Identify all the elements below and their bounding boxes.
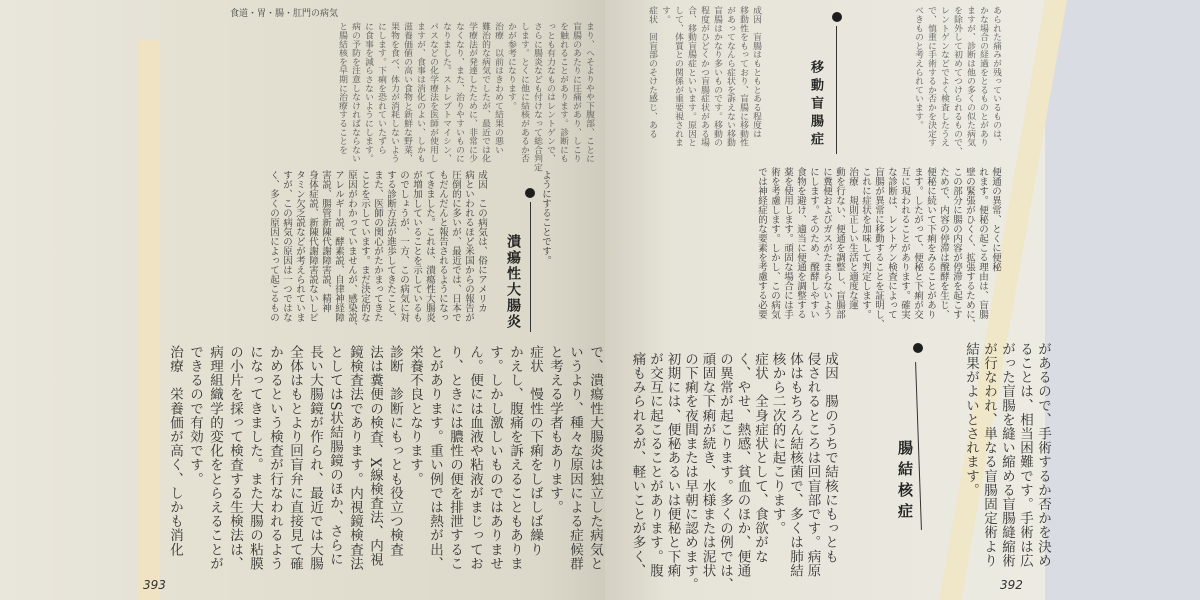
page-number-left: 393 xyxy=(143,578,166,592)
text-column: にします。下痢を恐れていたずら xyxy=(376,22,386,154)
text-column: 症状 慢性の下痢をしばしば繰り xyxy=(527,345,543,557)
text-column: 痛もみられるが、軽いことが多く、 xyxy=(629,352,646,578)
text-column: の小片を採って検査する生検法は、 xyxy=(227,345,243,571)
text-column: 侵されるところは回盲部です。病原 xyxy=(804,352,821,578)
text-column: 病理組織学的変化をとらえることが xyxy=(207,345,223,571)
text-block xyxy=(267,170,488,332)
text-column: 症状 回盲部のそけた感じ、ある xyxy=(647,6,657,138)
text-column: のでしょうが、一方、この病気に対 xyxy=(398,170,409,322)
text-column: の下痢を夜間または早朝に認めます。 xyxy=(682,352,698,592)
text-column: 体はもちろん結核菌で、多くは肺結 xyxy=(787,352,803,578)
text-column: す。 xyxy=(660,6,670,24)
text-column: あられた痛みが残っているものは、 xyxy=(991,6,1001,147)
text-column: なりました。ストレプトマイシン、 xyxy=(441,22,451,163)
text-column: 治療 以前はきわめて結果の悪い xyxy=(493,22,503,154)
text-column: では神経症的な要素を考慮する必要 xyxy=(756,167,767,319)
text-column: レントゲンなどでよく検査したうえ xyxy=(939,6,949,147)
text-column: 圧倒的に多いが、最近では、日本で xyxy=(450,170,461,322)
text-column: が増加していることを示しているも xyxy=(411,170,422,322)
text-column: 症状 全身症状として、食欲がな xyxy=(752,352,768,564)
text-column: また、医師の関心がたかまってきた xyxy=(372,170,383,322)
text-column: がった盲腸を縫い縮める盲腸縫縮術 xyxy=(999,342,1015,568)
text-column: があるので、手術するか否かを決め xyxy=(1035,342,1051,568)
text-column: 頑固な下痢が続き、水様または泥状 xyxy=(699,352,716,578)
text-block xyxy=(165,345,605,571)
text-column: 成因 盲腸はもともとある程度は xyxy=(751,6,761,138)
text-column: もだんだんと報告されるようになっ xyxy=(437,170,448,322)
text-column: が行なわれ、単なる盲腸固定術より xyxy=(981,342,997,568)
text-column: に糞便およびガスがたまらないよう xyxy=(821,167,832,319)
text-column: ようにすることです。 xyxy=(540,170,551,265)
text-column: で、慎重に手術するか否かを決定す xyxy=(926,6,936,147)
text-column: なくなり、また、治りやすいものに xyxy=(454,22,464,163)
text-column: れます。便秘の起こる理由は、盲腸 xyxy=(977,167,988,319)
background xyxy=(1045,0,1200,600)
text-column: 長い大腸鏡が作られ、最近では大腸 xyxy=(307,345,323,571)
heading-bullet xyxy=(832,12,842,22)
text-column: とがあります。重い例では熱が出、 xyxy=(427,345,443,571)
text-column: 便秘に続いて下痢をみることがあり xyxy=(925,167,936,319)
text-column: 成因 腸のうちで結核にもっとも xyxy=(822,352,838,564)
text-column: かめるという検査が行なわれるよう xyxy=(267,345,283,571)
text-column: 全体はもとより回盲弁に直接見て確 xyxy=(287,345,303,571)
text-column: いうより、種々な原因による症候群 xyxy=(567,345,583,571)
text-column: できるので有効です。 xyxy=(187,345,203,486)
text-column: と腸結核を早期に治療することを xyxy=(337,22,347,154)
text-column: ます。したがって、便秘と下痢が交 xyxy=(912,167,923,319)
text-column: する診断方法が進歩してきたこと、 xyxy=(385,170,396,322)
text-column: 結果がよいとされます。 xyxy=(963,342,979,498)
section-heading: 移動盲腸症 xyxy=(808,60,823,150)
text-column: 治療 規則正しい生活と適度な運 xyxy=(847,167,858,310)
text-column: 害説、腸管新陳代謝障害説、精神 xyxy=(320,170,331,313)
text-column: 果物を食べ、体力が消耗しないよう xyxy=(389,22,399,163)
text-column: 盲腸が異常に移動することを証明し、 xyxy=(873,167,884,329)
text-column: てきました。これは、潰瘍性大腸炎 xyxy=(424,170,435,322)
text-column: 薬を使用します。頑固な場合には手 xyxy=(782,167,793,319)
text-column: 原因がわかっていませんが、感染説、 xyxy=(346,170,357,332)
text-column: 治療 栄養価が高く、しかも消化 xyxy=(167,345,183,557)
text-column: な診断は、レントゲン検査によって xyxy=(886,167,897,319)
text-column: く、多くの原因によって起こるもの xyxy=(268,170,279,322)
text-column: これに症状を加味して判定します。 xyxy=(860,167,871,319)
text-column: 程度がひどくかつ盲腸症状がある場 xyxy=(699,6,709,147)
text-column: 便通の異常、とくに便秘 xyxy=(990,167,1001,272)
text-column: ためで、内容の停滞は醗酵を生じ、 xyxy=(938,167,949,319)
text-column: 病といわれるほど米国からの報告が xyxy=(463,170,474,322)
text-column: になってきました。また大腸の粘膜 xyxy=(247,345,263,571)
text-column: べきものと考えられています。 xyxy=(913,6,923,130)
text-column: 術を考慮します。しかし、この病気 xyxy=(769,167,780,319)
text-block xyxy=(962,342,1052,568)
text-column: と考える学者もあります。 xyxy=(547,345,563,515)
text-column: かが参考になります。 xyxy=(506,22,516,110)
text-column: します。とくに他に結核があるか否 xyxy=(519,22,529,163)
text-block xyxy=(539,170,552,265)
text-column: タミン欠乏説などが考えられていま xyxy=(294,170,305,322)
text-column: 壁の緊張がひくく、拡張するために、 xyxy=(964,167,975,329)
text-column: して、体質との関係が重要視されま xyxy=(673,6,683,147)
heading-bullet xyxy=(525,188,535,198)
text-column: 食物を避け、適当に便通を調整する xyxy=(795,167,806,319)
text-column: ことを示しています。まだ決定的な xyxy=(359,170,370,322)
text-block xyxy=(335,22,595,172)
text-column: 学療法が発達したために、非常に少 xyxy=(467,22,477,163)
text-column: すが、この病気の原因は一つではな xyxy=(281,170,292,322)
text-column: の異常が起こります。多くの例では、 xyxy=(717,352,733,592)
text-column: で、潰瘍性大腸炎は独立した病気と xyxy=(587,345,603,571)
text-column: 鏡検査法であります。内視鏡検査法 xyxy=(347,345,363,571)
text-column: っとも有力なものはレントゲンで、 xyxy=(545,22,555,163)
text-column: を触れることがあります。診断にも xyxy=(558,22,568,163)
text-column: 難治的な病気でしたが、最近では化 xyxy=(480,22,490,163)
section-heading: 腸結核症 xyxy=(896,440,914,524)
text-block xyxy=(628,352,838,592)
text-column: ん。便には血液や粘液がまじってお xyxy=(467,345,483,571)
text-column: く、やせ、熱感、貧血のほか、便通 xyxy=(734,352,751,578)
text-column: 動を行ない、便通を調整し、盲腸部 xyxy=(834,167,845,319)
running-head: 食道・胃・腸・肛門の病気 xyxy=(230,9,339,19)
text-column: まり、へそよりやや下腹部、ことに xyxy=(584,22,594,163)
text-column: にします。そのため、醗酵しやすい xyxy=(808,167,819,319)
heading-bullet xyxy=(913,343,923,353)
text-column: 互に現われることがあります。確実 xyxy=(899,167,910,319)
text-column: 身体症説、新陳代謝障害説ないしビ xyxy=(307,170,318,322)
text-column: パスなどの化学療法を医師が使用し xyxy=(428,22,438,163)
text-column: 病の予防を注意しなければならない xyxy=(350,22,360,163)
text-column: 核から二次的に起こります。 xyxy=(769,352,786,536)
text-block xyxy=(645,6,762,147)
page-number-right: 392 xyxy=(1000,578,1023,592)
text-column: 法は糞便の検査、X線検査法、内視 xyxy=(367,345,383,567)
text-column: に食事を減らさないようにします。 xyxy=(363,22,373,163)
text-column: が交互に起こることがあります。腹 xyxy=(647,352,663,578)
text-column: す。しかし激しいものではありませ xyxy=(487,345,503,571)
text-column: この部分に腸の内容が停滞を起こす xyxy=(951,167,962,319)
section-heading: 潰瘍性大腸炎 xyxy=(505,234,521,330)
text-column: があってなんら症状を訴えない移動 xyxy=(725,6,735,147)
text-column: 盲腸のあたりに圧痛があり、しこり xyxy=(571,22,581,163)
text-block xyxy=(755,167,1002,329)
text-column: アレルギー説、酵素説、自律神経障 xyxy=(333,170,344,322)
text-column: ますが、食事は消化のよい、しかも xyxy=(415,22,425,163)
text-column: 初期には、便秘あるいは便秘と下痢 xyxy=(664,352,681,578)
text-block xyxy=(911,6,1002,156)
text-column: 盲腸はかなり多いものです。移動の xyxy=(712,6,722,147)
text-column: 栄養不良となります。 xyxy=(407,345,423,486)
text-column: さらに腸炎なども付けなって総合判定 xyxy=(532,22,542,172)
text-column: ますが、診断は他の多くの似た病気 xyxy=(965,6,975,147)
text-column: 移動性をもっており、盲腸に移動性 xyxy=(738,6,748,147)
text-column: 合、移動盲腸症といいます。原因と xyxy=(686,6,696,147)
text-column: かな場合の経過をとるものとがあり xyxy=(978,6,988,147)
text-column: 滋養価値の高い食物と新鮮な野菜、 xyxy=(402,22,412,163)
heading-rule xyxy=(530,202,531,332)
text-column: り、ときには膿性の便を排泄するこ xyxy=(447,345,463,571)
heading-rule xyxy=(836,26,837,154)
text-column: を除外して初めてつけられるもので、 xyxy=(952,6,962,156)
text-column: 成因 この病気は、俗にアメリカ xyxy=(476,170,487,313)
text-column: 診断 診断にもっとも役立つ検査 xyxy=(387,345,403,557)
text-column: としてはS状結腸鏡のほか、さらに xyxy=(327,345,343,567)
text-column: ることは、相当困難です。手術は広 xyxy=(1017,342,1033,568)
text-column: かえし、腹痛を訴えることもありま xyxy=(507,345,523,571)
